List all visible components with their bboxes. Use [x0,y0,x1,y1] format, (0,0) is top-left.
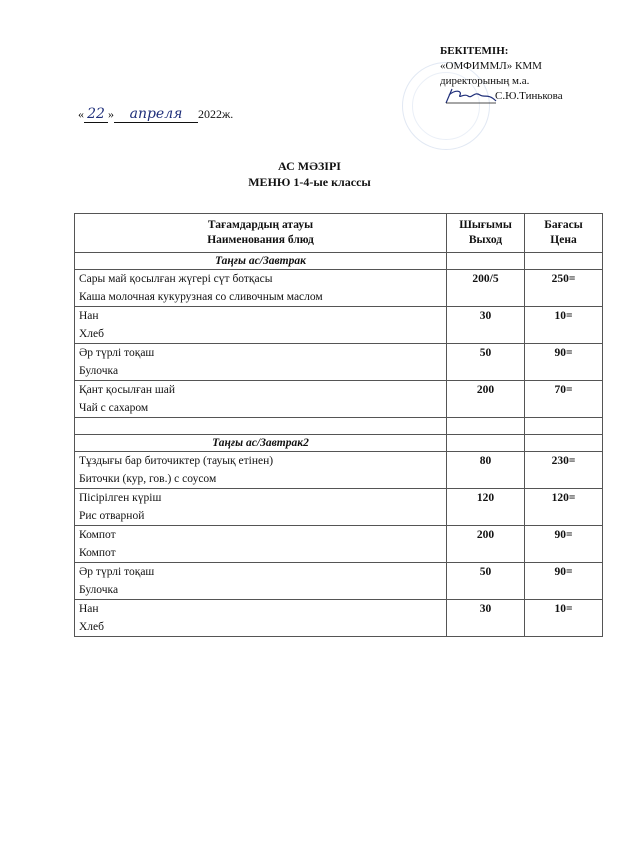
dish-name-cell [75,563,447,600]
signature-line [440,89,563,104]
dish-name-kz: Сары май қосылған жүгері сүт ботқасы [79,273,273,285]
header-price: Бағасы Цена [525,214,603,253]
approval-title: БЕКІТЕМІН: [440,45,509,57]
approval-position: директорының м.а. [440,75,530,87]
dish-name-cell [75,452,447,489]
menu-title-kz: АС МӘЗІРІ [278,159,341,173]
dish-name-kz: Нан [79,603,99,615]
table-header-row [75,214,603,253]
dish-price: 90= [525,526,603,563]
dish-name-kz: Әр түрлі тоқаш [79,347,155,359]
date-month: апреля [129,106,183,122]
dish-name-ru: Компот [79,547,116,559]
dish-name-kz: Нан [79,310,99,322]
dish-name-kz: Қант қосылған шай [79,384,175,396]
dish-name-ru: Рис отварной [79,510,145,522]
dish-name-cell [75,270,447,307]
dish-yield: 80 [447,452,525,489]
dish-name-cell [75,600,447,637]
dish-name-cell [75,344,447,381]
section-row [75,435,603,452]
dish-name-cell [75,526,447,563]
dish-price: 120= [525,489,603,526]
approval-org: «ОМФИММЛ» КММ [440,60,542,72]
dish-price: 90= [525,344,603,381]
dish-yield: 200 [447,526,525,563]
dish-name-kz: Әр түрлі тоқаш [79,566,155,578]
dish-yield: 50 [447,563,525,600]
menu-title-ru: МЕНЮ 1-4-ые классы [248,175,371,189]
section-title: Таңғы ас/Завтрак2 [75,435,447,452]
dish-name-cell [75,307,447,344]
table-row [75,381,603,418]
dish-yield: 200 [447,381,525,418]
dish-name-cell [75,489,447,526]
dish-yield: 50 [447,344,525,381]
dish-name-ru: Хлеб [79,328,104,340]
table-row [75,307,603,344]
table-row [75,600,603,637]
header-dish-name: Тағамдардың атауы Наименования блюд [75,214,447,253]
dish-yield: 200/5 [447,270,525,307]
dish-name-ru: Булочка [79,584,119,596]
section-row [75,253,603,270]
dish-name-ru: Хлеб [79,621,104,633]
dish-price: 10= [525,600,603,637]
date-day: 22 [87,106,105,122]
handwritten-signature [444,87,498,105]
menu-table-body [75,253,603,637]
dish-yield: 30 [447,307,525,344]
dish-name-kz: Пісірілген күріш [79,492,162,504]
date-year: 2022ж. [198,107,234,121]
table-row [75,489,603,526]
dish-name-ru: Биточки (кур, гов.) с соусом [79,473,217,485]
dish-name-kz: Компот [79,529,116,541]
dish-name-ru: Чай с сахаром [79,402,149,414]
approval-name: С.Ю.Тинькова [495,90,563,102]
table-row [75,344,603,381]
table-row [75,270,603,307]
table-row [75,452,603,489]
dish-yield: 120 [447,489,525,526]
dish-price: 10= [525,307,603,344]
approval-block [440,44,563,104]
table-row [75,563,603,600]
dish-name-cell [75,381,447,418]
dish-name-ru: Булочка [79,365,119,377]
document-date [78,106,233,123]
dish-price: 90= [525,563,603,600]
header-yield: Шығымы Выход [447,214,525,253]
blank-row [75,418,603,435]
dish-price: 70= [525,381,603,418]
dish-name-ru: Каша молочная кукурузная со сливочным маслом [79,291,323,303]
table-row [75,526,603,563]
dish-name-kz: Тұздығы бар биточиктер (тауық етінен) [79,455,274,467]
dish-price: 230= [525,452,603,489]
date-close-quote: » [108,107,114,121]
section-title: Таңғы ас/Завтрак [75,253,447,270]
menu-table [74,213,603,637]
dish-price: 250= [525,270,603,307]
date-open-quote: « [78,107,84,121]
dish-yield: 30 [447,600,525,637]
